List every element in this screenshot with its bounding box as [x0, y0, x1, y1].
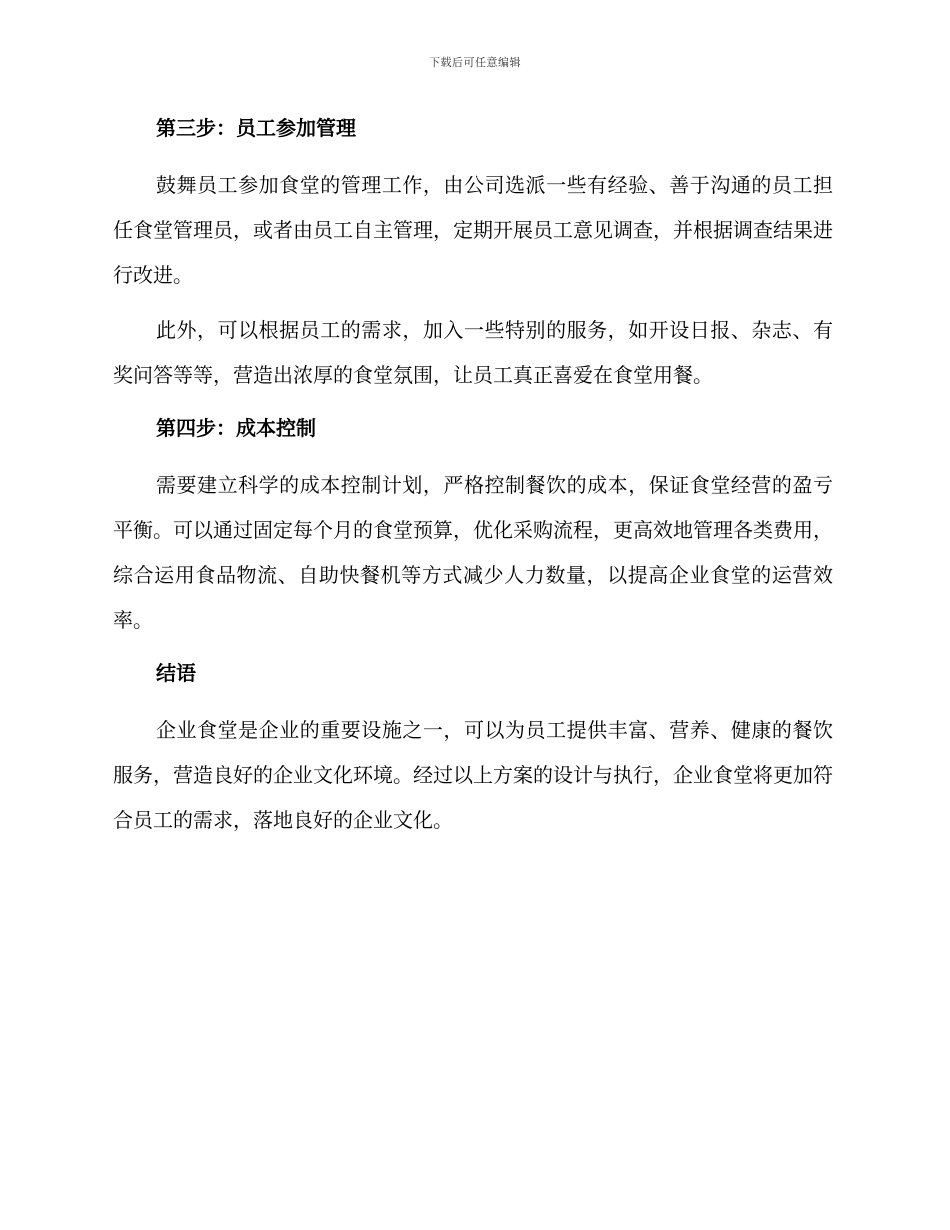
document-body	[113, 108, 833, 853]
paragraph: 企业食堂是企业的重要设施之一，可以为员工提供丰富、营养、健康的餐饮服务，营造良好的企业文化环境。经过以上方案的设计与执行，企业食堂将更加符合员工的需求，落地良好的企业文化。	[113, 718, 833, 832]
section-conclusion	[113, 653, 833, 843]
page-header-note: 下载后可任意编辑	[429, 56, 521, 69]
section-heading: 结语	[156, 661, 196, 685]
section-step-four	[113, 408, 833, 643]
paragraph: 鼓舞员工参加食堂的管理工作，由公司选派一些有经验、善于沟通的员工担任食堂管理员，或者由员工自主管理，定期开展员工意见调查，并根据调查结果进行改进。	[113, 173, 833, 287]
section-heading: 第四步：成本控制	[156, 416, 316, 440]
section-step-three	[113, 108, 833, 398]
section-heading: 第三步：员工参加管理	[156, 116, 356, 140]
paragraph: 需要建立科学的成本控制计划，严格控制餐饮的成本，保证食堂经营的盈亏平衡。可以通过固定每个月的食堂预算，优化采购流程，更高效地管理各类费用，综合运用食品物流、自助快餐机等方式减少人力数量，以提高企业食堂的运营效率。	[113, 473, 833, 632]
paragraph: 此外，可以根据员工的需求，加入一些特别的服务，如开设日报、杂志、有奖问答等等，营造出浓厚的食堂氛围，让员工真正喜爱在食堂用餐。	[113, 318, 833, 387]
